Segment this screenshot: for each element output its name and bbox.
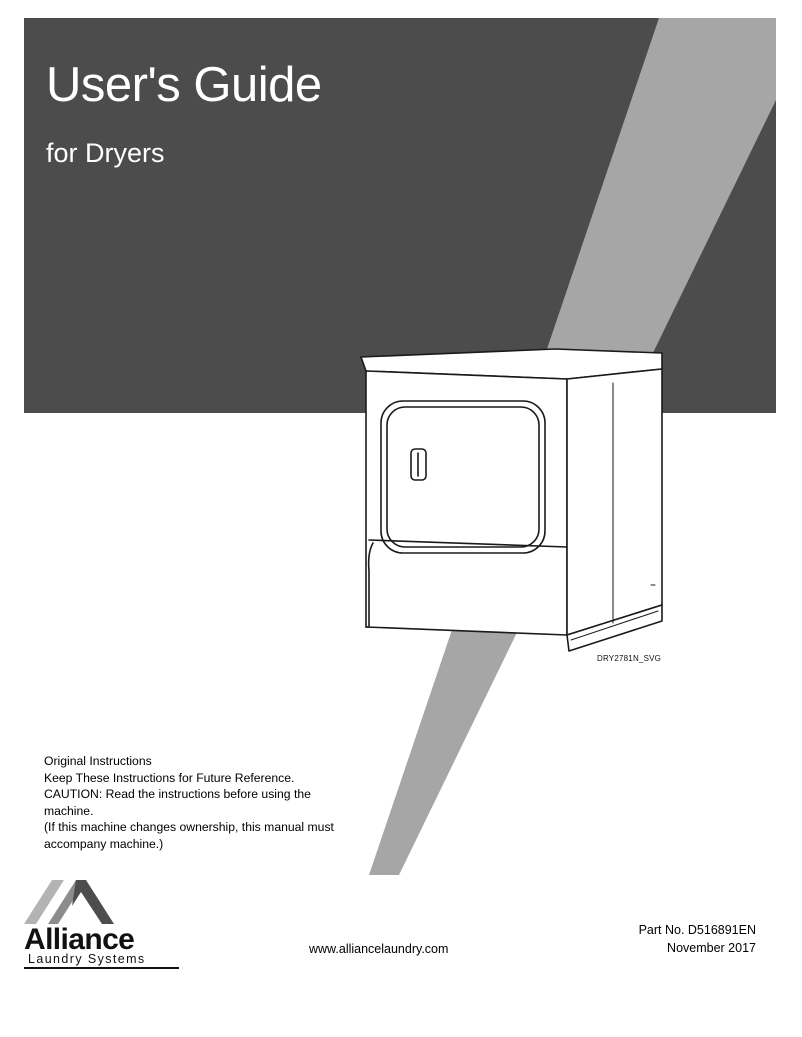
- instruction-line-2: Keep These Instructions for Future Reference.: [44, 770, 295, 785]
- page-title: User's Guide: [46, 58, 322, 112]
- publication-date: November 2017: [667, 941, 756, 956]
- website-url[interactable]: www.alliancelaundry.com: [309, 942, 449, 956]
- logo-underline: [24, 967, 179, 969]
- dryer-illustration: [355, 335, 675, 675]
- logo-tagline: Laundry Systems: [28, 952, 146, 966]
- part-number: Part No. D516891EN: [638, 923, 756, 937]
- instruction-line-3: CAUTION: Read the instructions before using the machine.: [44, 787, 315, 818]
- page-subtitle: for Dryers: [46, 138, 165, 168]
- instruction-line-1: Original Instructions: [44, 754, 152, 768]
- part-number-block: [639, 921, 756, 957]
- instruction-line-4: (If this machine changes ownership, this manual must accompany machine.): [44, 820, 338, 851]
- instructions-block: [44, 753, 349, 853]
- logo-wordmark: Alliance: [24, 923, 135, 956]
- illustration-caption: DRY2781N_SVG: [597, 654, 662, 663]
